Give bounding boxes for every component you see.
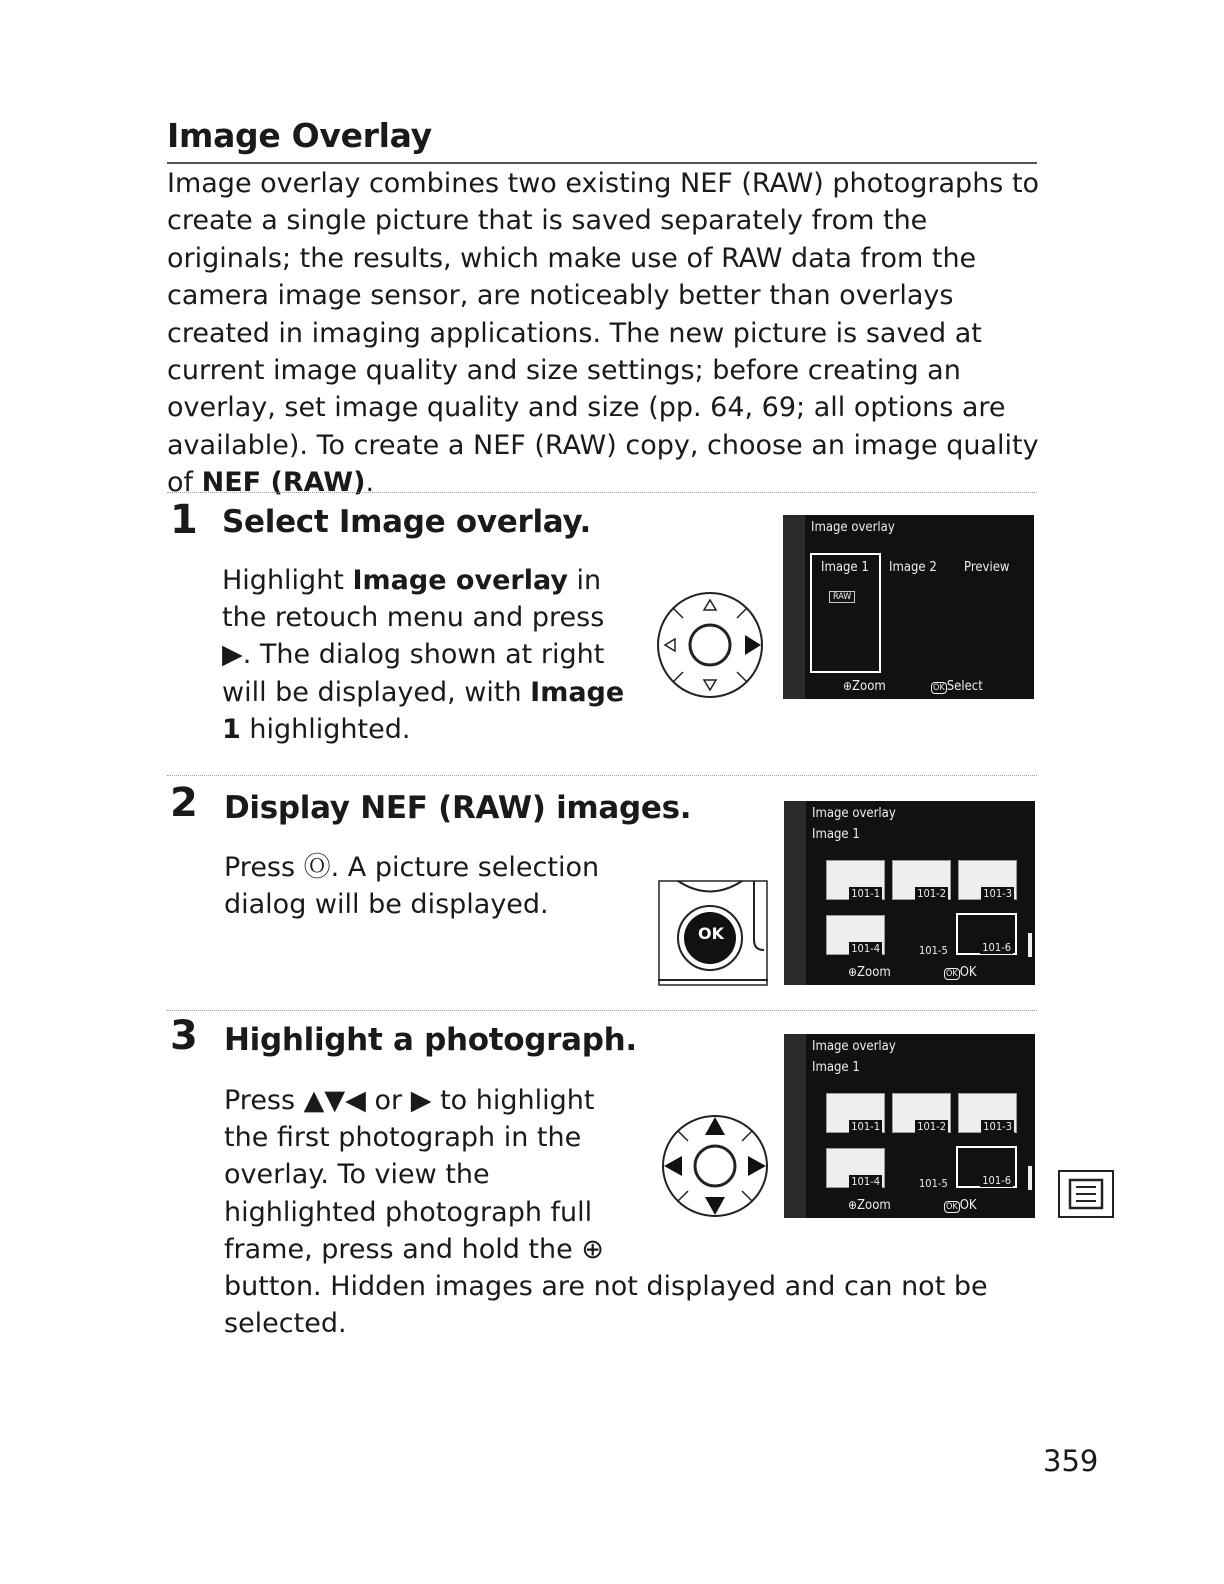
multi-selector-all-diagram (660, 1113, 770, 1219)
thumbnail-label: 101-5 (919, 944, 948, 957)
thumbnail-label: 101-5 (919, 1177, 948, 1190)
tab-image-2: Image 2 (889, 560, 937, 575)
raw-badge: RAW (829, 591, 855, 603)
thumbnail-label: 101-1 (851, 1120, 880, 1133)
thumbnail-label: 101-1 (851, 887, 880, 900)
ok-icon: OK (946, 1202, 958, 1212)
step-body (222, 562, 642, 748)
menu-sidebar (784, 1034, 806, 1218)
footer-zoom-label: Zoom (857, 965, 891, 980)
intro-text-end: . (365, 467, 375, 499)
step-heading: Display NEF (RAW) images. (224, 790, 692, 826)
footer-zoom (848, 1198, 891, 1213)
footer-zoom (848, 965, 891, 980)
footer-ok-label: OK (959, 1198, 977, 1213)
divider (167, 1010, 1037, 1011)
step-body: Press Ⓞ. A picture selection dialog will be displayed. (224, 852, 600, 921)
step-heading: Highlight a photograph. (224, 1022, 637, 1058)
tab-preview: Preview (964, 560, 1010, 575)
thumbnail-selected (956, 913, 1017, 955)
footer-ok (944, 1198, 977, 1213)
menu-sidebar (784, 801, 806, 985)
camera-screen-highlight-photo (784, 1034, 1035, 1218)
divider (167, 775, 1037, 776)
thumbnail-label: 101-2 (917, 887, 946, 900)
scrollbar (1028, 933, 1032, 957)
camera-screen-picture-selection (784, 801, 1035, 985)
thumbnail (826, 915, 885, 955)
camera-screen-image-overlay (783, 515, 1034, 699)
thumbnail-label: 101-6 (982, 941, 1011, 954)
step-text: Highlight (222, 565, 353, 596)
tab-image-1: Image 1 (821, 560, 869, 575)
ok-icon: OK (933, 683, 945, 693)
thumbnail (826, 1148, 885, 1188)
step-number: 1 (170, 497, 198, 543)
zoom-icon: ⊕ (843, 679, 853, 693)
screen-header: Image overlay (811, 520, 895, 535)
step-heading: Select Image overlay. (222, 504, 592, 540)
footer-select (931, 679, 983, 694)
thumbnail-label: 101-2 (917, 1120, 946, 1133)
multi-selector-right-diagram (655, 590, 765, 700)
thumbnail (826, 860, 885, 900)
list-icon (1060, 1172, 1112, 1216)
menu-list-icon (1058, 1170, 1114, 1218)
step-text: in the retouch menu and press ▶. The dialog shown at right will be displayed, with (222, 565, 605, 708)
thumbnail-label: 101-4 (851, 942, 880, 955)
step-text: highlighted. (240, 713, 411, 745)
intro-bold: NEF (RAW) (201, 467, 366, 499)
footer-ok-label: OK (959, 965, 977, 980)
thumbnail (892, 1093, 951, 1133)
ok-icon: OK (946, 969, 958, 979)
ok-button-label: OK (698, 924, 724, 943)
screen-subheader: Image 1 (812, 1060, 860, 1075)
thumbnail (958, 1093, 1017, 1133)
intro-paragraph (167, 165, 1047, 502)
footer-select-label: Select (946, 679, 983, 694)
screen-subheader: Image 1 (812, 827, 860, 842)
thumbnail (826, 1093, 885, 1133)
thumbnail-selected (956, 1146, 1017, 1188)
thumbnail-label: 101-3 (983, 1120, 1012, 1133)
page-title: Image Overlay (167, 116, 432, 155)
footer-ok (944, 965, 977, 980)
footer-zoom-label: Zoom (857, 1198, 891, 1213)
step-bold: Image overlay (352, 565, 568, 596)
step-bold: Image 1 (222, 676, 625, 745)
title-rule (167, 162, 1037, 164)
footer-zoom (843, 679, 886, 694)
intro-text: Image overlay combines two existing NEF (RAW) photographs to create a single picture that is saved separately from the originals; the results, which make use of RAW data from the camera image sensor, are noticeably better than overlays created in imaging applications. The new picture is saved at current image quality and size settings; before creating an overlay, set image quality and size (pp. 64, 69; all options are available). To create a NEF (RAW) copy, choose an image quality of (167, 168, 1040, 499)
screen-header: Image overlay (812, 806, 896, 821)
thumbnail (892, 860, 951, 900)
thumbnail-label: 101-4 (851, 1175, 880, 1188)
page-number: 359 (1043, 1444, 1099, 1478)
scrollbar (1028, 1166, 1032, 1190)
screen-header: Image overlay (812, 1039, 896, 1054)
footer-zoom-label: Zoom (852, 679, 886, 694)
zoom-icon: ⊕ (848, 1198, 858, 1212)
step-text: Press ▲▼◀ or ▶ to highlight the first photograph in the overlay. To view the highlighted photograph full frame, press and hold the ⊕ button. Hidden images are not displayed and can not be selected. (224, 1085, 988, 1340)
step-number: 2 (170, 780, 198, 826)
menu-sidebar (783, 515, 805, 699)
divider (167, 492, 1037, 493)
thumbnail-label: 101-6 (982, 1174, 1011, 1187)
thumbnail (958, 860, 1017, 900)
step-number: 3 (170, 1013, 198, 1059)
zoom-icon: ⊕ (848, 965, 858, 979)
thumbnail-label: 101-3 (983, 887, 1012, 900)
